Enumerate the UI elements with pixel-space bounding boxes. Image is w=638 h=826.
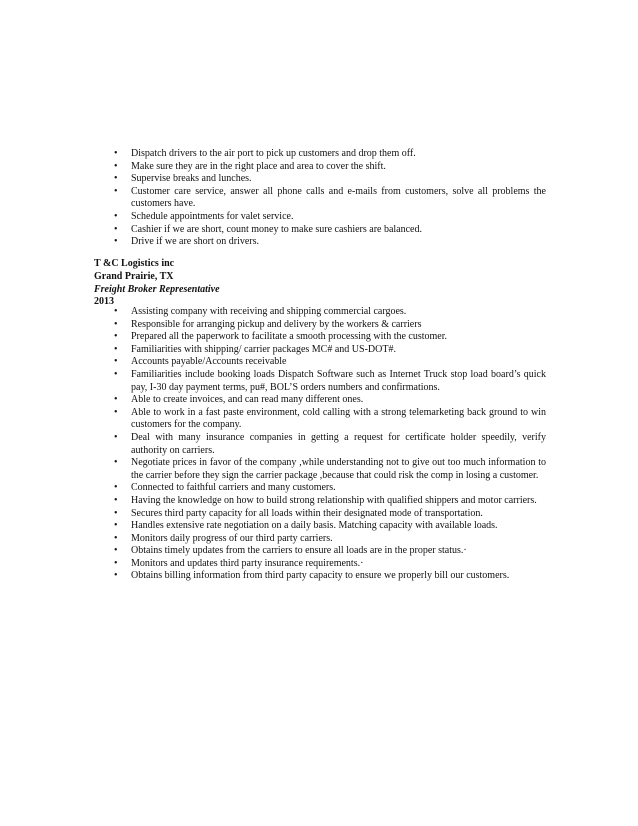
list-item — [0, 161, 546, 174]
list-item — [0, 211, 546, 224]
bullet-text: Accounts payable/Accounts receivable — [131, 356, 287, 368]
bullet-icon: • — [114, 331, 118, 343]
bullet-text: Dispatch drivers to the air port to pick up customers and drop them off. — [131, 148, 416, 159]
bullet-icon: • — [114, 494, 118, 506]
bullet-text: Connected to faithful carriers and many customers. — [131, 482, 336, 494]
bullet-text: Assisting company with receiving and shipping commercial cargoes. — [131, 306, 407, 317]
bullet-text: Handles extensive rate negotiation on a daily basis. Matching capacity with available loads. — [131, 520, 498, 532]
bullet-text: Schedule appointments for valet service. — [131, 210, 294, 222]
bullet-text: Drive if we are short on drivers. — [131, 236, 260, 248]
list-item — [0, 331, 546, 344]
list-item — [0, 319, 546, 332]
bullet-text: Cashier if we are short, count money to make sure cashiers are balanced. — [131, 223, 422, 235]
bullet-icon: • — [114, 185, 118, 197]
list-item — [0, 457, 546, 482]
bullet-text: Able to create invoices, and can read many different ones. — [131, 394, 364, 406]
bullet-text: Make sure they are in the right place and area to cover the shift. — [131, 160, 386, 172]
company-location: Grand Prairie, TX — [94, 270, 174, 282]
list-item — [0, 306, 546, 319]
bullet-icon: • — [114, 306, 118, 317]
bullet-icon: • — [114, 236, 118, 248]
bullet-icon: • — [114, 148, 118, 159]
job-year: 2013 — [94, 296, 114, 308]
bullet-text: Monitors daily progress of our third party carriers. — [131, 532, 333, 544]
bullet-icon: • — [114, 343, 118, 355]
bullet-text: Familiarities include booking loads Dispatch Software such as Internet Truck stop load board’s quick pay, I-30 day payment terms, pu#, BOL’S orders numbers and confirmations. — [131, 368, 546, 393]
list-item — [0, 224, 546, 237]
list-item — [0, 508, 546, 521]
bullet-text: Deal with many insurance companies in getting a request for certificate holder speedily, verify authority on carriers. — [131, 431, 546, 456]
bullet-text: Customer care service, answer all phone calls and e-mails from customers, solve all problems the customers have. — [131, 185, 546, 210]
list-item — [0, 407, 546, 432]
bullet-icon: • — [114, 557, 118, 569]
previous-job-duties-list — [0, 148, 546, 249]
list-item — [0, 236, 546, 249]
bullet-icon: • — [114, 406, 118, 418]
bullet-icon: • — [114, 368, 118, 380]
bullet-icon: • — [114, 173, 118, 185]
list-item — [0, 570, 546, 583]
bullet-text: Monitors and updates third party insurance requirements.· — [131, 557, 364, 569]
bullet-text: Negotiate prices in favor of the company ,while understanding not to give out too much information to the carrier before they sign the carrier package ,because that could risk the comp in losing a customer. — [131, 457, 546, 481]
list-item — [0, 344, 546, 357]
bullet-text: Able to work in a fast paste environment, cold calling with a strong telemarketing back ground to win customers for the company. — [131, 406, 546, 431]
job-duties-list — [0, 306, 546, 583]
bullet-text: Secures third party capacity for all loads within their designated mode of transportation. — [131, 507, 483, 519]
bullet-text: Responsible for arranging pickup and delivery by the workers & carriers — [131, 318, 422, 330]
list-item — [0, 533, 546, 546]
bullet-icon: • — [114, 431, 118, 443]
job-title: Freight Broker Representative — [94, 283, 220, 295]
bullet-text: Having the knowledge on how to build strong relationship with qualified shippers and motor carriers. — [131, 494, 537, 506]
bullet-text: Obtains billing information from third party capacity to ensure we properly bill our customers. — [131, 570, 510, 582]
list-item — [0, 520, 546, 533]
list-item — [0, 495, 546, 508]
list-item — [0, 148, 546, 161]
bullet-icon: • — [114, 457, 118, 469]
bullet-icon: • — [114, 318, 118, 330]
bullet-icon: • — [114, 507, 118, 519]
bullet-icon: • — [114, 482, 118, 494]
bullet-icon: • — [114, 545, 118, 557]
list-item — [0, 558, 546, 571]
bullet-icon: • — [114, 210, 118, 222]
bullet-icon: • — [114, 356, 118, 368]
bullet-icon: • — [114, 394, 118, 406]
bullet-icon: • — [114, 532, 118, 544]
list-item — [0, 356, 546, 369]
bullet-text: Obtains timely updates from the carriers to ensure all loads are in the proper status.· — [131, 545, 467, 557]
list-item — [0, 394, 546, 407]
list-item — [0, 432, 546, 457]
company-name: T &C Logistics inc — [94, 258, 175, 269]
bullet-icon: • — [114, 160, 118, 172]
bullet-icon: • — [114, 520, 118, 532]
list-item — [0, 369, 546, 394]
bullet-icon: • — [114, 570, 118, 582]
list-item — [0, 482, 546, 495]
list-item — [0, 545, 546, 558]
bullet-text: Familiarities with shipping/ carrier packages MC# and US-DOT#. — [131, 343, 396, 355]
list-item — [0, 173, 546, 186]
list-item — [0, 186, 546, 211]
bullet-text: Supervise breaks and lunches. — [131, 173, 252, 185]
job-header — [94, 258, 554, 309]
bullet-icon: • — [114, 223, 118, 235]
bullet-text: Prepared all the paperwork to facilitate a smooth processing with the customer. — [131, 331, 448, 343]
